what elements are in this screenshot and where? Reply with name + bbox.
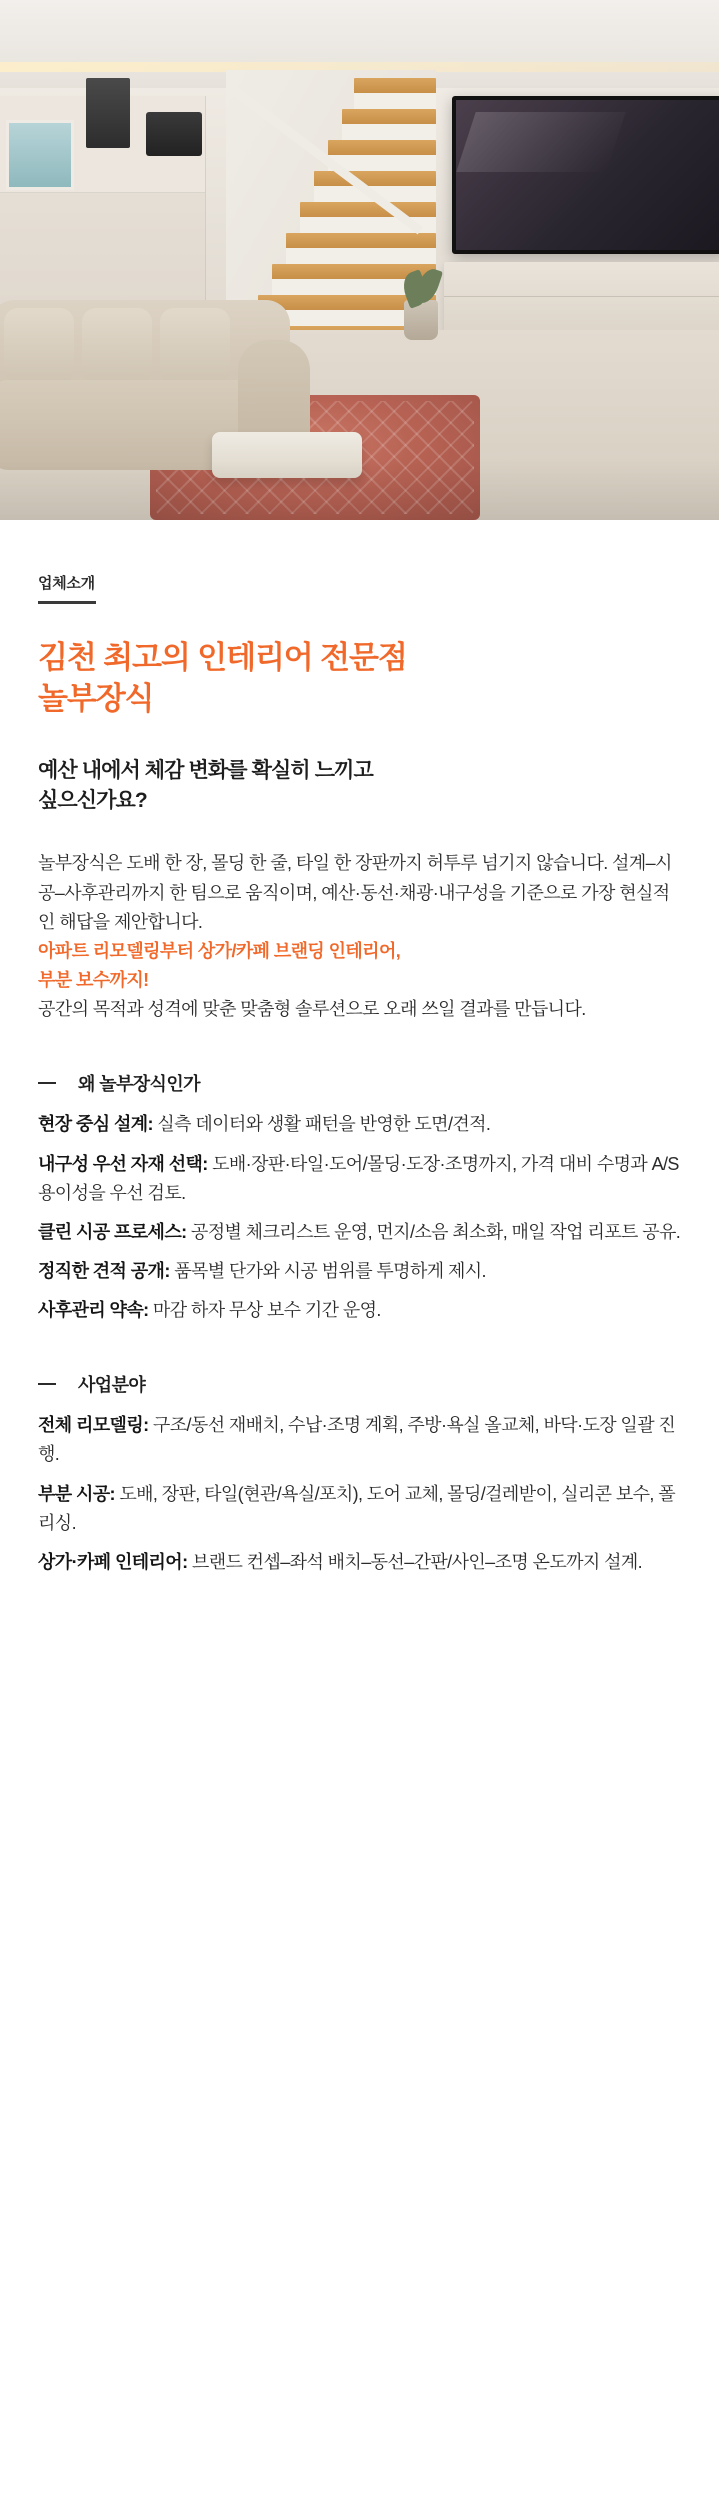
list-item-label: 내구성 우선 자재 선택: xyxy=(38,1153,208,1174)
list-item xyxy=(38,1150,681,1208)
section-services-header xyxy=(38,1371,681,1397)
list-item-text: 품목별 단가와 시공 범위를 투명하게 제시. xyxy=(169,1261,486,1281)
intro-accent-line1: 아파트 리모델링부터 상가/카페 브랜딩 인테리어, xyxy=(38,940,401,961)
intro-closing: 공간의 목적과 성격에 맞춘 맞춤형 솔루션으로 오래 쓰일 결과를 만듭니다. xyxy=(38,999,586,1020)
list-item-text: 도배, 장판, 타일(현관/욕실/포치), 도어 교체, 몰딩/걸레받이, 실리콘 보수, 폴리싱. xyxy=(38,1483,676,1533)
hero-image xyxy=(0,0,719,520)
section-services-title: 사업분야 xyxy=(78,1375,146,1396)
tv-glare xyxy=(456,112,625,172)
sofa-cushion xyxy=(82,308,152,384)
eyebrow-label: 업체소개 xyxy=(38,575,95,592)
list-item-text: 도배·장판·타일·도어/몰딩·도장·조명까지, 가격 대비 수명과 A/S 용이성을 우선 검토. xyxy=(38,1153,679,1203)
dash-icon xyxy=(38,1082,56,1084)
list-item-label: 전체 리모델링: xyxy=(38,1415,149,1436)
kitchen-window xyxy=(6,120,74,190)
list-item-label: 클린 시공 프로세스: xyxy=(38,1221,187,1242)
page-title xyxy=(38,638,681,720)
list-item xyxy=(38,1218,681,1247)
sofa-cushion xyxy=(160,308,230,384)
list-item-text: 공정별 체크리스트 운영, 먼지/소음 최소화, 매일 작업 리포트 공유. xyxy=(186,1221,681,1242)
list-item xyxy=(38,1296,681,1325)
built-in-oven xyxy=(146,112,202,156)
list-item-label: 상가·카페 인테리어: xyxy=(38,1551,188,1572)
dash-icon xyxy=(38,1383,56,1385)
list-item-text: 브랜드 컨셉–좌석 배치–동선–간판/사인–조명 온도까지 설계. xyxy=(187,1551,643,1572)
list-item-label: 사후관리 약속: xyxy=(38,1300,149,1321)
list-item xyxy=(38,1411,681,1469)
list-item-label: 현장 중심 설계: xyxy=(38,1114,153,1135)
television xyxy=(452,96,719,254)
list-item-label: 정직한 견적 공개: xyxy=(38,1261,170,1281)
list-item-label: 부분 시공: xyxy=(38,1483,115,1504)
section-services xyxy=(38,1371,681,1577)
range-hood xyxy=(86,78,130,148)
page-subtitle xyxy=(38,756,681,816)
list-item xyxy=(38,1257,681,1286)
intro-paragraph: 놀부장식은 도배 한 장, 몰딩 한 줄, 타일 한 장판까지 허투루 넘기지 않습니다. 설계–시공–사후관리까지 한 팀으로 움직이며, 예산·동선·채광·내구성을 기준으로 가장 현실적인 해답을 제안합니다. xyxy=(38,853,672,932)
list-item-text: 실측 데이터와 생활 패턴을 반영한 도면/견적. xyxy=(152,1114,491,1135)
eyebrow-underline xyxy=(38,601,96,604)
list-item-text: 마감 하자 무상 보수 기간 운영. xyxy=(148,1300,381,1321)
page-title-line1: 김천 최고의 인테리어 전문점 xyxy=(38,640,407,675)
tv-console xyxy=(444,262,719,332)
section-why xyxy=(38,1070,681,1325)
section-why-header xyxy=(38,1070,681,1096)
list-item xyxy=(38,1110,681,1139)
hero-scene xyxy=(0,0,719,520)
page-subtitle-line1: 예산 내에서 체감 변화를 확실히 느끼고 xyxy=(38,758,373,782)
list-item xyxy=(38,1480,681,1538)
page-subtitle-line2: 싶으신가요? xyxy=(38,788,147,812)
sofa-cushion xyxy=(4,308,74,384)
list-item-text: 구조/동선 재배치, 수납·조명 계획, 주방·욕실 올교체, 바닥·도장 일괄 진행. xyxy=(38,1415,676,1465)
console-seam xyxy=(444,296,719,297)
hero-bottom-shade xyxy=(0,460,719,520)
list-item xyxy=(38,1548,681,1577)
page-title-line2: 놀부장식 xyxy=(38,680,154,716)
content-body xyxy=(0,520,719,1637)
section-why-title: 왜 놀부장식인가 xyxy=(78,1074,200,1095)
intro-accent-line2: 부분 보수까지! xyxy=(38,970,149,991)
